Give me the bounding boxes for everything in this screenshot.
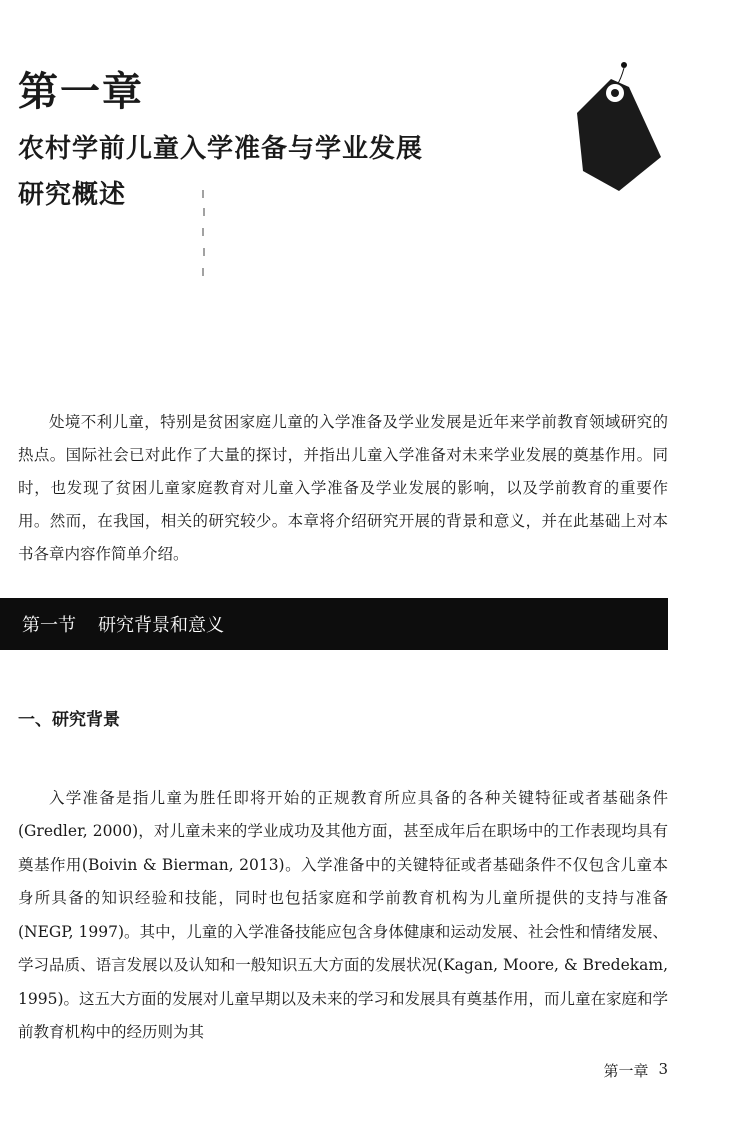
section-title: 研究背景和意义 (98, 615, 224, 636)
body-paragraph: 入学准备是指儿童为胜任即将开始的正规教育所应具备的各种关键特征或者基础条件(Gredler, 2000)，对儿童未来的学业成功及其他方面，甚至成年后在职场中的工作表现均具有奠基作用(Boivin & Bierman, 2013)。入学准备中的关键特征或者基础条件不仅包含儿童本身所具备的知识经验和技能，同时也包括家庭和学前教育机构为儿童所提供的支持与准备(NEGP, 1997)。其中，儿童的入学准备技能应包含身体健康和运动发展、社会性和情绪发展、学习品质、语言发展以及认知和一般知识五大方面的发展状况(Kagan, Moore, & Bredekam, 1995)。这五大方面的发展对儿童早期以及未来的学习和发展具有奠基作用，而儿童在家庭和学前教育机构中的经历则为其 (18, 788, 668, 1041)
chapter-label: 第一章 (18, 69, 144, 115)
subheading: 一、研究背景 (18, 710, 120, 730)
section-number: 第一节 (22, 615, 76, 636)
footer-chapter: 第一章 (603, 1062, 649, 1080)
decorative-dashes (196, 190, 210, 280)
price-tag-icon (555, 55, 665, 205)
chapter-title: 农村学前儿童入学准备与学业发展研究概述 (18, 134, 424, 210)
section-header-bar (0, 598, 668, 650)
intro-paragraph: 处境不利儿童，特别是贫困家庭儿童的入学准备及学业发展是近年来学前教育领域研究的热点。国际社会已对此作了大量的探讨，并指出儿童入学准备对未来学业发展的奠基作用。同时，也发现了贫困儿童家庭教育对儿童入学准备及学业发展的影响，以及学前教育的重要作用。然而，在我国，相关的研究较少。本章将介绍研究开展的背景和意义，并在此基础上对本书各章内容作简单介绍。 (18, 412, 668, 563)
page-footer (603, 1060, 668, 1081)
page-number: 3 (658, 1060, 668, 1078)
